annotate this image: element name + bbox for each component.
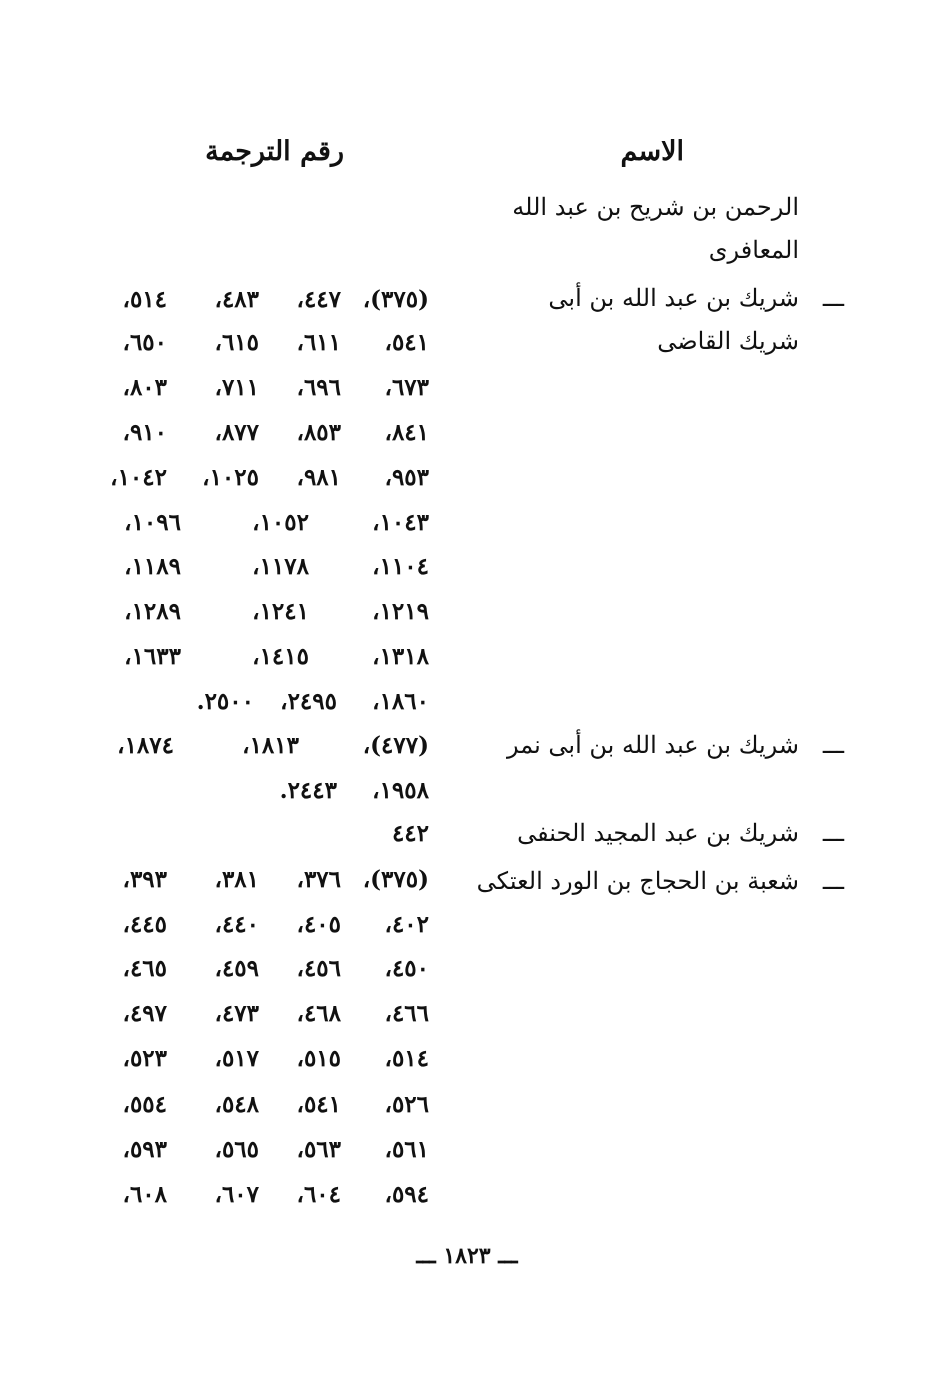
number-row bbox=[84, 955, 429, 985]
translation-number: ١٨٦٠، bbox=[372, 688, 429, 715]
translation-number: ٥٤١، bbox=[384, 329, 429, 356]
number-row bbox=[84, 286, 429, 316]
translation-number: ٨٤١، bbox=[384, 419, 429, 446]
name-line: الرحمن بن شريح بن عبد الله bbox=[512, 193, 799, 221]
name-line: شريك بن عبد الله بن أبى نمر bbox=[506, 731, 799, 759]
translation-number: ٨٧٧، bbox=[214, 419, 259, 446]
name-line: شعبة بن الحجاج بن الورد العتكى bbox=[476, 867, 799, 895]
translation-number: ٦١٥، bbox=[214, 329, 259, 356]
translation-number: ١٠٤٣، bbox=[372, 509, 429, 536]
translation-number: ٥٤١، bbox=[296, 1091, 341, 1118]
translation-number: (٣٧٥)، bbox=[362, 866, 429, 893]
translation-number: ٢٤٩٥، bbox=[280, 688, 337, 715]
number-row bbox=[84, 643, 429, 673]
translation-number: ٣٨١، bbox=[214, 866, 259, 893]
translation-number: ١٠٤٢، bbox=[110, 464, 167, 491]
translation-number: ١٩٥٨، bbox=[372, 777, 429, 804]
translation-number: ١٢٤١، bbox=[252, 598, 309, 625]
number-row bbox=[84, 820, 429, 850]
translation-number: ٦٠٧، bbox=[214, 1181, 259, 1208]
entry-dash: ـــ bbox=[822, 731, 844, 759]
number-row bbox=[84, 688, 429, 718]
translation-number: ٤٦٦، bbox=[384, 1000, 429, 1027]
number-row bbox=[84, 777, 429, 807]
name-line: شريك بن عبد الله بن أبى bbox=[548, 284, 799, 312]
translation-number: ٥٢٣، bbox=[122, 1045, 167, 1072]
name-line: شريك بن عبد المجيد الحنفى bbox=[517, 819, 799, 847]
translation-number: ٤٦٨، bbox=[296, 1000, 341, 1027]
translation-number: ١١٨٩، bbox=[124, 553, 181, 580]
number-row bbox=[84, 1181, 429, 1211]
number-row bbox=[84, 419, 429, 449]
translation-number: ٢٥٠٠. bbox=[196, 688, 254, 715]
translation-number: ٥٥٤، bbox=[122, 1091, 167, 1118]
translation-number: ٥٩٤، bbox=[384, 1181, 429, 1208]
translation-number: (٤٧٧)، bbox=[362, 732, 429, 759]
translation-number: ١٨١٣، bbox=[242, 732, 299, 759]
translation-number: ١٦٣٣، bbox=[124, 643, 181, 670]
translation-number: ٩١٠، bbox=[122, 419, 167, 446]
translation-number: ٥١٥، bbox=[296, 1045, 341, 1072]
translation-number: ١٠٢٥، bbox=[202, 464, 259, 491]
translation-number: ٤٤٥، bbox=[122, 911, 167, 938]
translation-number: ٣٩٣، bbox=[122, 866, 167, 893]
number-row bbox=[84, 553, 429, 583]
translation-number: ٤٤٧، bbox=[296, 286, 341, 313]
translation-number: ١٣١٨، bbox=[372, 643, 429, 670]
translation-number: ١٨٧٤، bbox=[117, 732, 174, 759]
number-row bbox=[84, 1045, 429, 1075]
number-row bbox=[84, 911, 429, 941]
translation-number: ٦٠٤، bbox=[296, 1181, 341, 1208]
translation-number: ٦٠٨، bbox=[122, 1181, 167, 1208]
number-row bbox=[84, 1091, 429, 1121]
translation-number: ٤٥٦، bbox=[296, 955, 341, 982]
translation-number: ٢٤٤٣. bbox=[279, 777, 337, 804]
translation-number: ٤٠٥، bbox=[296, 911, 341, 938]
name-line: شريك القاضى bbox=[657, 327, 799, 355]
number-row bbox=[84, 509, 429, 539]
translation-number: ٥١٤، bbox=[384, 1045, 429, 1072]
translation-number: ١١٧٨، bbox=[252, 553, 309, 580]
number-row bbox=[84, 732, 429, 762]
translation-number: ٦٧٣، bbox=[384, 374, 429, 401]
translation-number: ٥١٧، bbox=[214, 1045, 259, 1072]
name-line: المعافرى bbox=[708, 236, 799, 264]
translation-number: ١٠٥٢، bbox=[252, 509, 309, 536]
translation-number: ١٢١٩، bbox=[372, 598, 429, 625]
translation-number: ٣٧٦، bbox=[296, 866, 341, 893]
entry-dash: ـــ bbox=[822, 284, 844, 312]
translation-number: ١١٠٤، bbox=[372, 553, 429, 580]
translation-number: (٣٧٥)، bbox=[362, 286, 429, 313]
number-row bbox=[84, 329, 429, 359]
translation-number: ٥٦٣، bbox=[296, 1136, 341, 1163]
translation-number: ٤٩٧، bbox=[122, 1000, 167, 1027]
page-number: ـــ ١٨٢٣ ـــ bbox=[416, 1243, 518, 1269]
translation-number: ٧١١، bbox=[214, 374, 259, 401]
number-row bbox=[84, 374, 429, 404]
entry-dash: ـــ bbox=[822, 867, 844, 895]
translation-number: ٤٧٣، bbox=[214, 1000, 259, 1027]
number-row bbox=[84, 464, 429, 494]
number-row bbox=[84, 1000, 429, 1030]
number-row bbox=[84, 598, 429, 628]
translation-number: ٤٥٩، bbox=[214, 955, 259, 982]
translation-number: ٤٦٥، bbox=[122, 955, 167, 982]
translation-number: ٥٩٣، bbox=[122, 1136, 167, 1163]
number-row bbox=[84, 866, 429, 896]
translation-number: ٤٤٢ bbox=[391, 820, 429, 847]
translation-number: ٩٨١، bbox=[296, 464, 341, 491]
translation-number: ١٤١٥، bbox=[252, 643, 309, 670]
translation-number: ٤٠٢، bbox=[384, 911, 429, 938]
number-row bbox=[84, 1136, 429, 1166]
translation-number: ٤٨٣، bbox=[214, 286, 259, 313]
translation-number: ٦٩٦، bbox=[296, 374, 341, 401]
translation-number: ١٢٨٩، bbox=[124, 598, 181, 625]
translation-number: ٨٠٣، bbox=[122, 374, 167, 401]
translation-number: ٦١١، bbox=[296, 329, 341, 356]
translation-number: ٩٥٣، bbox=[384, 464, 429, 491]
translation-number: ٥٦١، bbox=[384, 1136, 429, 1163]
translation-number: ٥٤٨، bbox=[214, 1091, 259, 1118]
entry-dash: ـــ bbox=[822, 819, 844, 847]
translation-number: ٤٤٠، bbox=[214, 911, 259, 938]
translation-number: ٥١٤، bbox=[122, 286, 167, 313]
translation-number: ٥٦٥، bbox=[214, 1136, 259, 1163]
number-column-header: رقم الترجمة bbox=[205, 136, 344, 167]
translation-number: ٦٥٠، bbox=[122, 329, 167, 356]
translation-number: ٥٢٦، bbox=[384, 1091, 429, 1118]
translation-number: ٤٥٠، bbox=[384, 955, 429, 982]
name-column-header: الاسم bbox=[620, 136, 684, 167]
translation-number: ٨٥٣، bbox=[296, 419, 341, 446]
translation-number: ١٠٩٦، bbox=[124, 509, 181, 536]
